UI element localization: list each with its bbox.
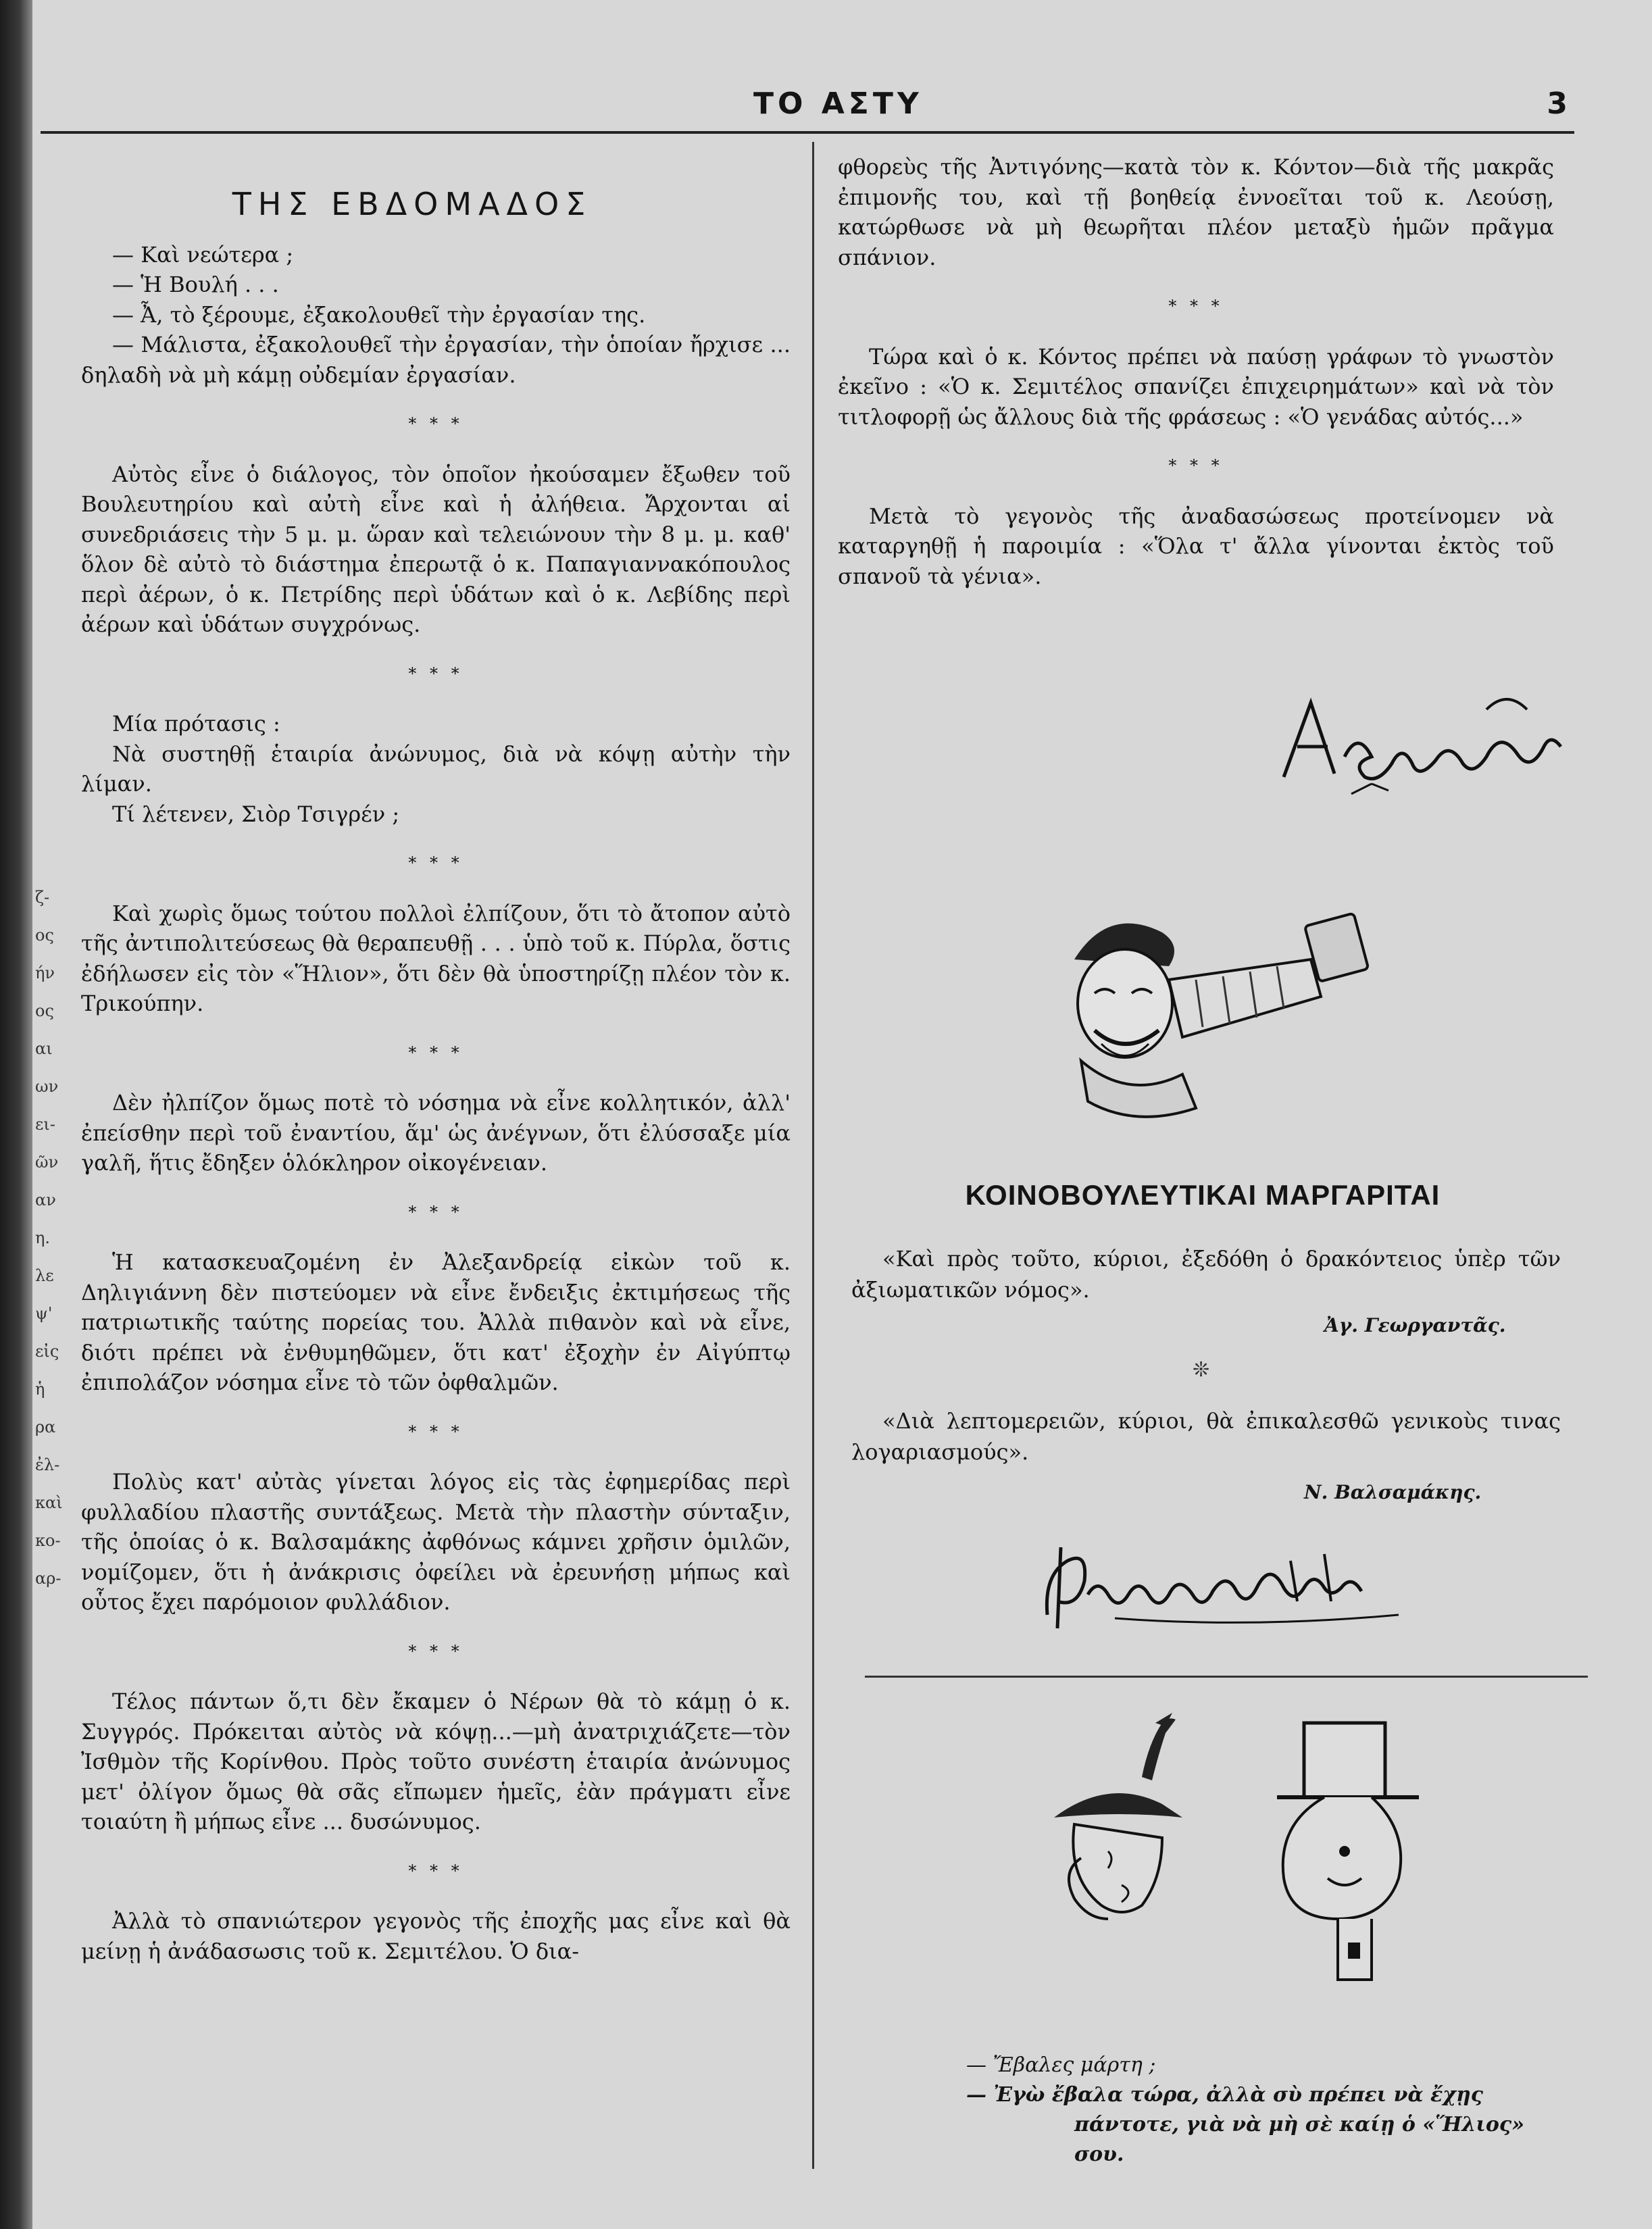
margin-fragment: ος: [35, 926, 54, 945]
dialogue-line: — Μάλιστα, ἐξακολουθεῖ τὴν ἐργασίαν, τὴν ὁποίαν ἤρχισε ... δηλαδὴ νὰ μὴ κάμῃ οὐδεμίαν ἐργασίαν.: [81, 332, 791, 388]
paragraph: Τώρα καὶ ὁ κ. Κόντος πρέπει νὰ παύσῃ γράφων τὸ γνωστὸν ἐκεῖνο : «Ὁ κ. Σεμιτέλος σπανίζει ἐπιχειρημάτων» καὶ νὰ τὸν τιτλοφορῇ ὡς ἄλλους διὰ τῆς φράσεως : «Ὁ γενάδας αὐτός...»: [838, 343, 1554, 430]
paragraph: Μετὰ τὸ γεγονὸς τῆς ἀναδασώσεως προτείνομεν νὰ καταργηθῇ ἡ παροιμία : «Ὅλα τ' ἄλλα γίνονται ἐκτὸς τοῦ σπανοῦ τὰ γένια».: [838, 503, 1554, 589]
margin-fragment: αι: [35, 1039, 53, 1058]
margin-fragment: κο-: [35, 1531, 61, 1550]
margin-fragment: ῶν: [35, 1153, 59, 1172]
page-header: [41, 86, 1574, 141]
paragraph: Δὲν ἠλπίζον ὅμως ποτὲ τὸ νόσημα νὰ εἶνε κολλητικόν, ἀλλ' ἐπείσθην περὶ τοῦ ἐναντίου, ἅμ' ὡς ἀνέγνων, ὅτι ἐλύσσαξε μία γαλῆ, ἥτις ἔδηξεν ὁλόκληρον οἰκογένειαν.: [81, 1090, 791, 1176]
margin-fragment: ρα: [35, 1418, 56, 1436]
margin-fragment: ψ': [35, 1304, 53, 1323]
caption-line: πάντοτε, γιὰ νὰ μὴ σὲ καίῃ ὁ «Ἥλιος» σου.: [1074, 2113, 1524, 2166]
paragraph: Τέλος πάντων ὅ,τι δὲν ἔκαμεν ὁ Νέρων θὰ τὸ κάμῃ ὁ κ. Συγγρός. Πρόκειται αὐτὸς νὰ κόψῃ...—μὴ ἀνατριχιάζετε—τὸν Ἰσθμὸν τῆς Κορίνθου. Πρὸς τοῦτο συνέστη ἑταιρία ἀνώνυμος μετ' ὀλίγον ὅμως θὰ σᾶς εἴπωμεν ἡμεῖς, ἐὰν πράγματι εἶνε τοιαύτη ἢ μήπως εἶνε ... δυσώνυμος.: [81, 1688, 791, 1834]
margin-fragment: ος: [35, 1001, 54, 1020]
paragraph-line: Νὰ συστηθῇ ἑταιρία ἀνώνυμος, διὰ νὰ κόψῃ αὐτὴν τὴν λίμαν.: [81, 741, 791, 797]
paragraph: φθορεὺς τῆς Ἀντιγόνης—κατὰ τὸν κ. Κόντον—διὰ τῆς μακρᾶς ἐπιμονῆς του, καὶ τῇ βοηθείᾳ ἐννοεῖται τοῦ κ. Λεούσῃ, κατώρθωσε νὰ μὴ θεωρῆται πλέον μεταξὺ ἡμῶν πρᾶγμα σπάνιον.: [838, 154, 1554, 270]
margin-fragment: ει-: [35, 1115, 55, 1134]
previous-page-margin: [35, 878, 63, 1597]
margin-fragment: ων: [35, 1077, 59, 1096]
margin-fragment: η.: [35, 1228, 51, 1247]
separator: * * *: [1168, 456, 1224, 475]
margin-fragment: ἐλ-: [35, 1455, 60, 1474]
quote: [851, 1405, 1561, 1468]
margin-fragment: αν: [35, 1191, 56, 1209]
left-column: [81, 186, 791, 1966]
column-title: ΚΟΙΝΟΒΟΥΛΕΥΤΙΚΑΙ ΜΑΡΓΑΡΙΤΑΙ: [965, 1179, 1441, 1211]
quote-text: «Διὰ λεπτομερειῶν, κύριοι, θὰ ἐπικαλεσθῶ γενικοὺς τινας λογαριασμούς».: [851, 1408, 1561, 1465]
separator: * * *: [408, 1202, 464, 1222]
caricature-illustration: [1054, 878, 1405, 1122]
separator: * * *: [408, 663, 464, 683]
quote-attribution: Ἀγ. Γεωργαντᾶς.: [1324, 1314, 1506, 1336]
header-rule: [41, 131, 1574, 134]
dialogue-line: — Ἡ Βουλή . . .: [112, 272, 279, 297]
separator: * * *: [408, 853, 464, 872]
newspaper-title: ΤΟ ΑΣΤΥ: [753, 86, 923, 121]
page-number: 3: [1547, 86, 1568, 121]
paragraph: Ἡ κατασκευαζομένη ἐν Ἀλεξανδρείᾳ εἰκὼν τοῦ κ. Δηλιγιάννη δὲν πιστεύομεν νὰ εἶνε ἔνδειξις ἐκτιμήσεως τῆς πατριωτικῆς ταύτης πορείας του. Ἀλλὰ πιθανὸν καὶ νὰ εἶνε, διότι πρέπει νὰ ἐνθυμηθῶμεν, ὅτι κατ' ἐξοχὴν ἐν Αἰγύπτῳ ἐπιπολάζον νόσημα εἶνε τὸ τῶν ὀφθαλμῶν.: [81, 1249, 791, 1395]
separator: * * *: [1168, 297, 1224, 316]
separator: * * *: [408, 1641, 464, 1661]
column-divider: [812, 142, 814, 2169]
paragraph: Καὶ χωρὶς ὅμως τούτου πολλοὶ ἐλπίζουν, ὅτι τὸ ἄτοπον αὐτὸ τῆς ἀντιπολιτεύσεως θὰ θεραπευθῇ . . . ὑπὸ τοῦ κ. Πύρλα, ὅστις ἐδήλωσεν εἰς τὸν «Ἥλιον», ὅτι δὲν θὰ ὑποστηρίζῃ πλέον τὸν κ. Τρικούπην.: [81, 900, 791, 1016]
margin-fragment: αρ-: [35, 1569, 61, 1588]
paragraph: Πολὺς κατ' αὐτὰς γίνεται λόγος εἰς τὰς ἐφημερίδας περὶ φυλλαδίου πλαστῆς συντάξεως. Μετὰ τὴν πλαστὴν σύνταξιν, τῆς ὁποίας ὁ κ. Βαλσαμάκης ἀφθόνως κάμνει χρῆσιν ὁμιλῶν, νομίζομεν, ὅτι ἡ ἀνάκρισις ὀφείλει νὰ ἐρευνήσῃ μήπως καὶ οὗτος ἔχει παρόμοιον φυλλάδιον.: [81, 1469, 791, 1615]
quote-attribution: Ν. Βαλσαμάκης.: [1304, 1481, 1482, 1503]
caption-line: — Ἔβαλες μάρτη ;: [966, 2053, 1156, 2077]
separator: * * *: [408, 1043, 464, 1062]
handwritten-signature: [1034, 1534, 1412, 1635]
quote: [851, 1243, 1561, 1305]
cartoon-illustration: [1041, 1696, 1446, 2047]
dialogue-line: — Καὶ νεώτερα ;: [112, 241, 294, 268]
paragraph: Ἀλλὰ τὸ σπανιώτερον γεγονὸς τῆς ἐποχῆς μας εἶνε καὶ θὰ μείνῃ ἡ ἀνάδασωσις τοῦ κ. Σεμιτέλου. Ὁ δια-: [81, 1908, 791, 1964]
handwritten-signature: [1270, 682, 1568, 797]
margin-fragment: εἰς: [35, 1342, 59, 1361]
margin-fragment: ζ-: [35, 888, 50, 907]
ornament: ❊: [1193, 1358, 1210, 1382]
separator: * * *: [408, 414, 464, 433]
paragraph-line: Τί λέτενεν, Σιὸρ Τσιγρέν ;: [112, 801, 400, 827]
cartoon-caption: [899, 2051, 1541, 2170]
margin-fragment: ήν: [35, 963, 55, 982]
right-column: [838, 152, 1554, 591]
paragraph-line: Μία πρότασις :: [112, 711, 280, 736]
separator: * * *: [408, 1861, 464, 1880]
caption-line: — Ἐγὼ ἔβαλα τώρα, ἀλλὰ σὺ πρέπει νὰ ἔχῃς: [966, 2083, 1484, 2107]
section-rule: [865, 1676, 1588, 1678]
separator: * * *: [408, 1422, 464, 1441]
quote-text: «Καὶ πρὸς τοῦτο, κύριοι, ἐξεδόθη ὁ δρακόντειος ὑπὲρ τῶν ἀξιωματικῶν νόμος».: [851, 1246, 1561, 1303]
margin-fragment: ἡ: [35, 1380, 45, 1399]
margin-fragment: καὶ: [35, 1493, 63, 1512]
section-title: ΤΗΣ ΕΒΔΟΜΑΔΟΣ: [232, 186, 593, 222]
paragraph: Αὐτὸς εἶνε ὁ διάλογος, τὸν ὁποῖον ἠκούσαμεν ἔξωθεν τοῦ Βουλευτηρίου καὶ αὐτὴ εἶνε καὶ ἡ ἀλήθεια. Ἄρχονται αἱ συνεδριάσεις τὴν 5 μ. μ. ὥραν καὶ τελειώνουν τὴν 8 μ. μ. καθ' ὅλον δὲ αὐτὸ τὸ διάστημα ἐπερωτᾷ ὁ κ. Παπαγιαννακόπουλος περὶ ἀέρων, ὁ κ. Πετρίδης περὶ ὑδάτων καὶ ὁ κ. Λεβίδης περὶ ἀέρων καὶ ὑδάτων συγχρόνως.: [81, 461, 791, 637]
dialogue-line: — Ἆ, τὸ ξέρουμε, ἐξακολουθεῖ τὴν ἐργασίαν της.: [112, 301, 646, 328]
book-gutter: [0, 0, 32, 2229]
margin-fragment: λε: [35, 1266, 54, 1285]
